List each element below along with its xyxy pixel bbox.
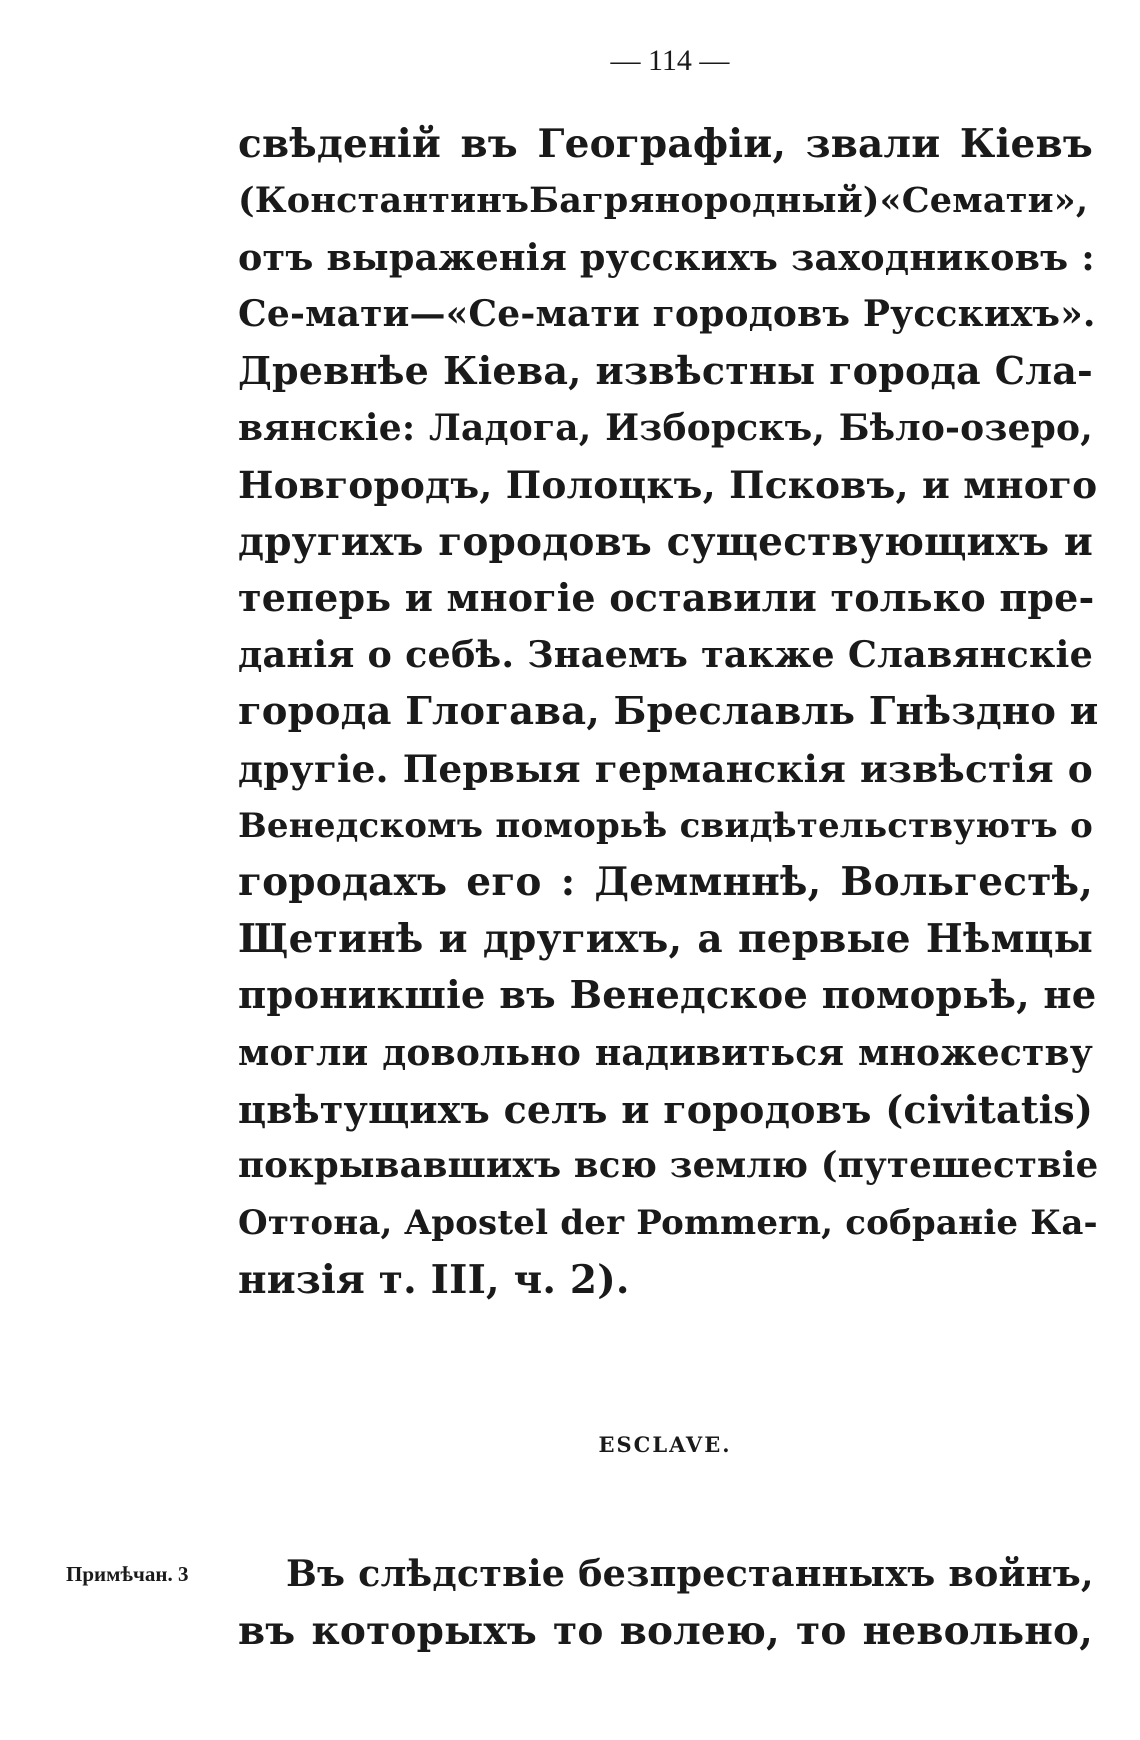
note-label: Примѣчан. 3 xyxy=(66,1562,189,1586)
text-line: Древнѣе Кіева, извѣстны города Сла- xyxy=(238,348,1093,394)
text-line: теперь и многіе оставили только пре- xyxy=(238,575,1095,621)
note-line: Въ слѣдствіе безпрестанныхъ войнъ, xyxy=(286,1552,1094,1595)
section-heading: ESCLAVE. xyxy=(598,1432,732,1457)
text-line: городахъ его : Деммннѣ, Вольгестѣ, xyxy=(238,859,1093,906)
text-line: покрывавшихъ всю землю (путешествіе xyxy=(238,1145,1099,1187)
text-line: цвѣтущихъ селъ и городовъ (civitatis) xyxy=(238,1086,1093,1132)
text-line: другіе. Первыя германскія извѣстія о xyxy=(238,746,1093,791)
text-line: отъ выраженія русскихъ заходниковъ : xyxy=(238,235,1095,279)
text-line: низія т. III, ч. 2). xyxy=(238,1256,630,1303)
text-line: другихъ городовъ существующихъ и xyxy=(238,518,1093,565)
text-line: могли довольно надивиться множеству xyxy=(238,1031,1093,1074)
text-line: Новгородъ, Полоцкъ, Псковъ, и много xyxy=(238,462,1098,507)
text-line: Се-мати—«Се-мати городовъ Русскихъ». xyxy=(238,293,1096,336)
text-line: (КонстантинъБагрянородный)«Семати», xyxy=(238,179,1089,221)
text-line: проникшіе въ Венедское поморьѣ, не xyxy=(238,972,1097,1018)
text-line: Оттона, Apostel der Pommern, собраніе Ка- xyxy=(238,1203,1098,1244)
text-line: Венедскомъ поморьѣ свидѣтельствуютъ о xyxy=(238,805,1093,846)
note-line: въ которыхъ то волею, то невольно, xyxy=(238,1607,1093,1654)
text-line: города Глогава, Бреславль Гнѣздно и xyxy=(238,688,1099,734)
main-text-block xyxy=(238,116,1099,1309)
page-number: — 114 — xyxy=(610,44,730,77)
text-line: Щетинѣ и другихъ, а первые Нѣмцы xyxy=(238,916,1093,963)
text-line: данія о себѣ. Знаемъ также Славянскіе xyxy=(238,633,1093,677)
text-line: вянскіе: Ладога, Изборскъ, Бѣло-озеро, xyxy=(238,406,1093,449)
note-text-block xyxy=(238,1546,1093,1660)
text-line: свѣденій въ Географіи, звали Кіевъ xyxy=(238,121,1093,167)
